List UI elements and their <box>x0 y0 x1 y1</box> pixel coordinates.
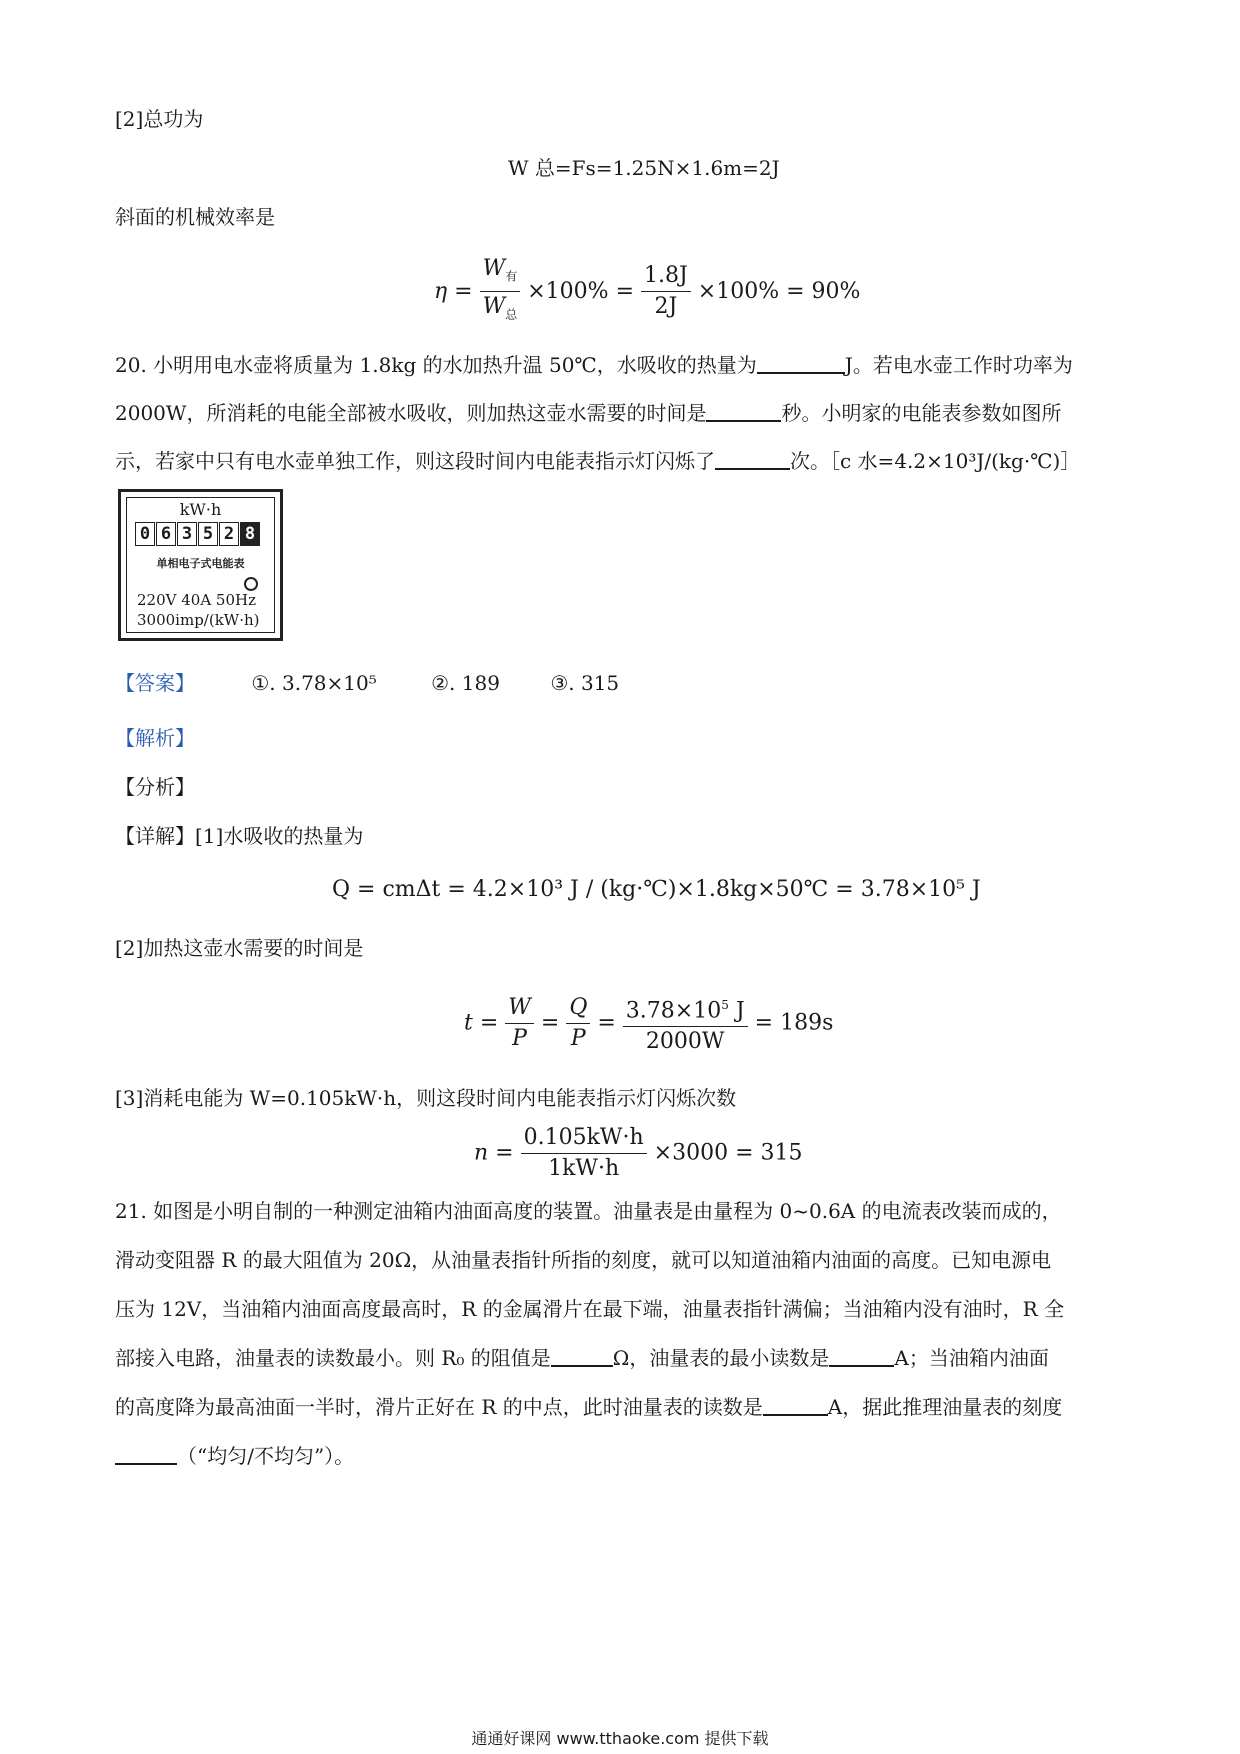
footer-watermark: 通通好课网 www.tthaoke.com 提供下载 <box>471 1729 769 1748</box>
detail-2: [2]加热这壶水需要的时间是 <box>115 936 364 960</box>
flash-count-equation: n = $\frac{0.105kW\cdot h}{1kW\cdot h}$ ×3000 = 315 <box>474 1125 803 1181</box>
answer-3: ③. 315 <box>550 671 620 695</box>
answer-1: ①. 3.78×10⁵ <box>251 671 377 695</box>
meter-spec: 220V 40A 50Hz 3000imp/(kW·h) <box>137 591 260 629</box>
jiexi-tag: 【解析】 <box>115 726 195 750</box>
answer-tag: 【答案】 <box>115 671 195 695</box>
q21-line-5: 的高度降为最高油面一半时，滑片正好在 R 的中点，此时油量表的读数是 A，据此推理油量表的刻度 <box>115 1392 1062 1422</box>
q20-line-1: 20. 小明用电水壶将质量为 1.8kg 的水加热升温 50℃，水吸收的热量为 J。若电水壶工作时功率为 <box>115 350 1073 380</box>
indicator-lamp-icon <box>244 577 258 591</box>
meter-digit: 3 <box>177 522 197 546</box>
answer-row <box>115 668 619 698</box>
total-work-equation: W 总=Fs=1.25N×1.6m=2J <box>508 156 780 180</box>
meter-unit: kW·h <box>179 500 222 519</box>
q20-blank-1[interactable] <box>757 350 845 374</box>
efficiency-label: 斜面的机械效率是 <box>115 205 275 229</box>
detail-3: [3]消耗电能为 W=0.105kW·h，则这段时间内电能表指示灯闪烁次数 <box>115 1086 737 1110</box>
detail-1: 【详解】[1]水吸收的热量为 <box>115 824 364 848</box>
q20-blank-2[interactable] <box>706 398 781 422</box>
meter-digit: 5 <box>198 522 218 546</box>
time-equation: t = $\frac{W}{P}$ = $\frac{Q}{P}$ = $\frac{3.78\times 10^5 J}{2000W}$ = 189s <box>464 990 833 1057</box>
answer-2: ②. 189 <box>431 671 500 695</box>
meter-digit: 2 <box>219 522 239 546</box>
meter-digit: 6 <box>156 522 176 546</box>
q21-line-1: 21. 如图是小明自制的一种测定油箱内油面高度的装置。油量表是由量程为 0~0.6A 的电流表改装而成的， <box>115 1199 1062 1223</box>
meter-name: 单相电子式电能表 <box>156 557 245 570</box>
q21-line-3: 压为 12V，当油箱内油面高度最高时，R 的金属滑片在最下端，油量表指针满偏；当油箱内没有油时，R 全 <box>115 1297 1065 1321</box>
meter-digits <box>135 522 261 546</box>
q21-line-2: 滑动变阻器 R 的最大阻值为 20Ω，从油量表指针所指的刻度，就可以知道油箱内油面的高度。已知电源电 <box>115 1248 1052 1272</box>
efficiency-equation: η = $W_有$ $W_总$ ×100% = $\frac{1.8J}{2J}$ ×100% = 90% <box>434 256 861 322</box>
q21-blank-2[interactable] <box>829 1343 894 1367</box>
meter-digit: 0 <box>135 522 155 546</box>
q20-line-3: 示，若家中只有电水壶单独工作，则这段时间内电能表指示灯闪烁了 次。［c 水=4.2×10³J/(kg·℃)］ <box>115 446 1080 476</box>
q21-blank-3[interactable] <box>763 1392 828 1416</box>
meter-digit: 8 <box>240 522 260 546</box>
q20-line-2: 2000W，所消耗的电能全部被水吸收，则加热这壶水需要的时间是 秒。小明家的电能表参数如图所 <box>115 398 1061 428</box>
energy-meter-figure <box>118 489 283 641</box>
q20-blank-3[interactable] <box>715 446 790 470</box>
q21-blank-4[interactable] <box>115 1441 177 1465</box>
fenxi-tag: 【分析】 <box>115 775 195 799</box>
q21-line-6: （“均匀/不均匀”）。 <box>115 1441 354 1471</box>
heat-equation: Q = cmΔt = 4.2×10³ J / (kg·℃)×1.8kg×50℃ = 3.78×10⁵ J <box>332 877 981 902</box>
q21-line-4: 部接入电路，油量表的读数最小。则 R₀ 的阻值是 Ω，油量表的最小读数是 A；当油箱内油面 <box>115 1343 1049 1373</box>
q21-blank-1[interactable] <box>551 1343 613 1367</box>
step2-label: [2]总功为 <box>115 107 204 131</box>
